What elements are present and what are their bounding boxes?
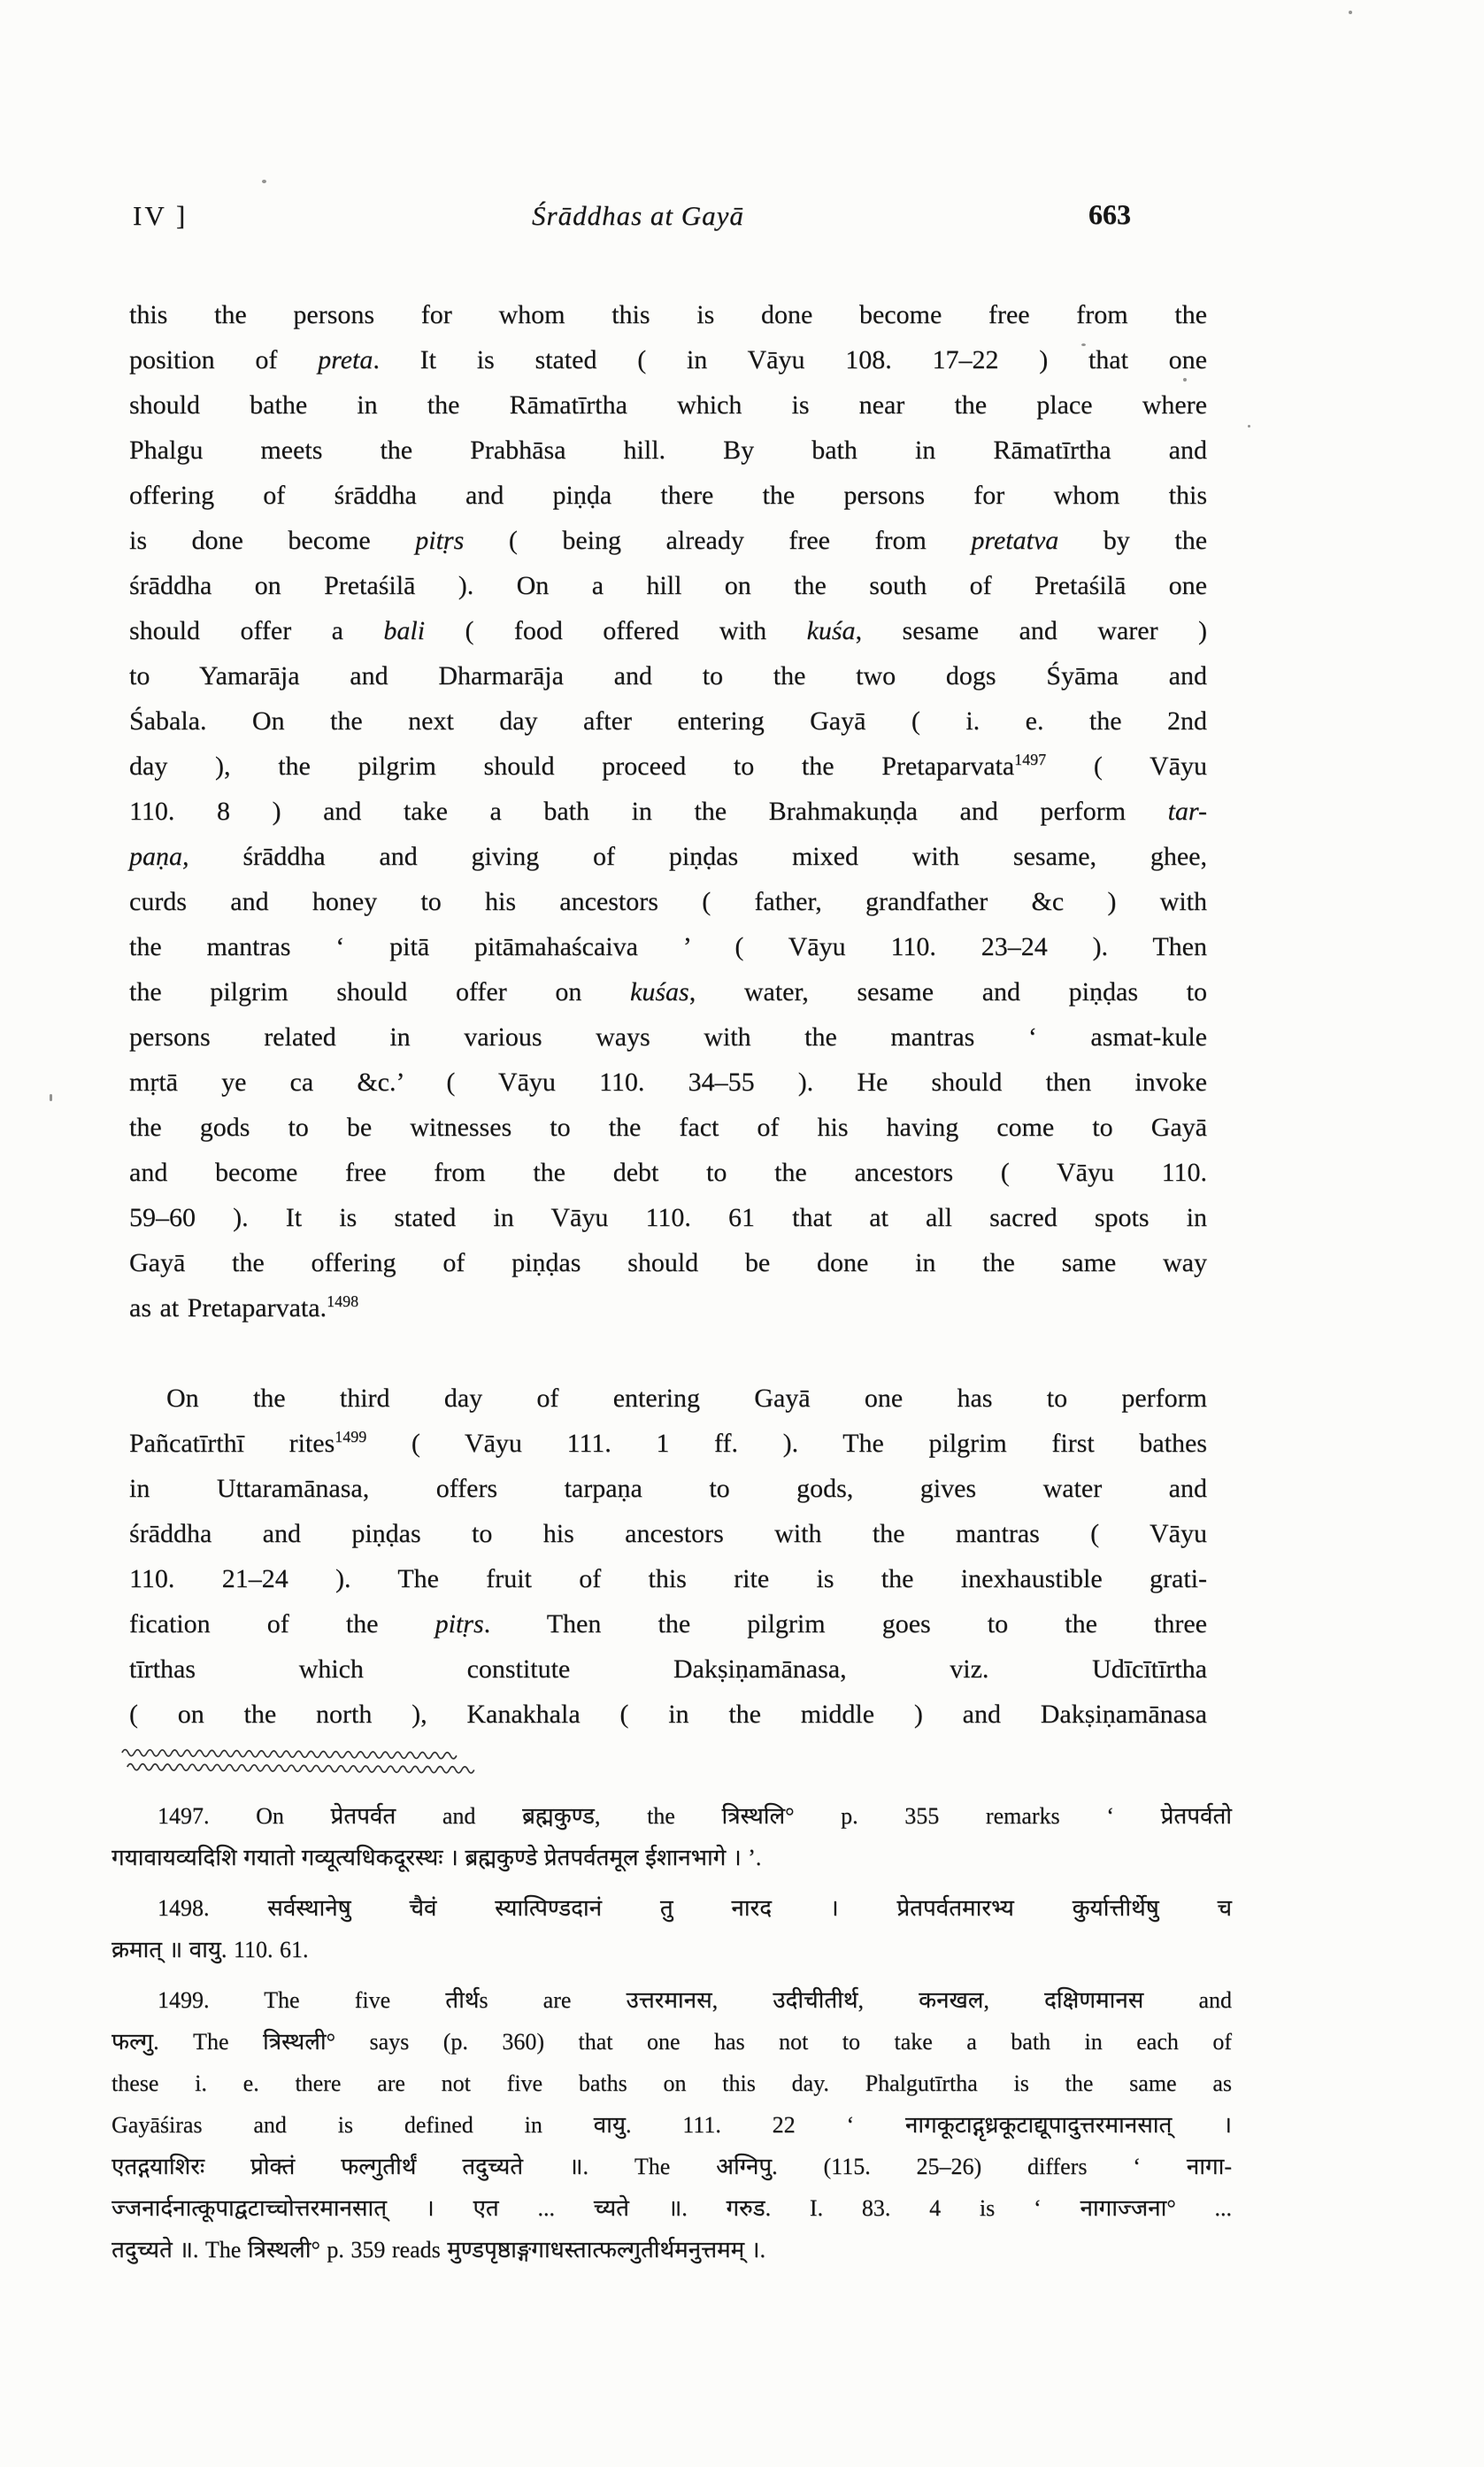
text-line: śrāddha and piṇḍas to his ancestors with the mantras ( Vāyu	[129, 1519, 1207, 1548]
text-line: to Yamarāja and Dharmarāja and to the two dogs Śyāma and	[129, 661, 1207, 690]
page-number: 663	[1088, 198, 1131, 230]
italic-term: kuśa	[806, 616, 856, 645]
body-text	[129, 292, 1207, 1737]
text-line: Gayāśiras and is defined in वायु. 111. 22 ‘ नागकूटाद्गृध्रकूटाद्यूपादुत्तरमानसात् ।	[111, 2112, 1232, 2138]
footnote-reference: 1499	[334, 1428, 367, 1446]
text-line: 1499. The five तीर्थs are उत्तरमानस, उदीचीतीर्थ, कनखल, दक्षिणमानस and	[158, 1987, 1232, 2013]
text-line: Gayā the offering of piṇḍas should be done in the same way	[129, 1248, 1207, 1277]
text-line: mṛtā ye ca &c.’ ( Vāyu 110. 34–55 ). He should then invoke	[129, 1068, 1207, 1097]
text-line: गयावायव्यदिशि गयातो गव्यूत्यधिकदूरस्थः । ब्रह्मकुण्डे प्रेतपर्वतमूल ईशानभागे । ’.	[111, 1845, 762, 1870]
footnote-reference: 1497	[1014, 751, 1047, 768]
italic-term: pitṛs	[415, 526, 465, 555]
text-line: Śabala. On the next day after entering Gayā ( i. e. the 2nd	[129, 706, 1207, 736]
footnotes	[111, 1795, 1232, 2279]
text-line: curds and honey to his ancestors ( father, grandfather &c ) with	[129, 887, 1207, 916]
text-line: should bathe in the Rāmatīrtha which is near the place where	[129, 390, 1207, 420]
text-line: एतद्गयाशिरः प्रोक्तं फल्गुतीर्थं तदुच्यते ॥. The अग्निपु. (115. 25–26) differs ‘ नागा-	[111, 2154, 1232, 2179]
text-line: offering of śrāddha and piṇḍa there the persons for whom this	[129, 481, 1207, 510]
text-line: the pilgrim should offer on kuśas, water, sesame and piṇḍas to	[129, 977, 1207, 1006]
footnote-reference: 1498	[327, 1292, 359, 1310]
text-line: 1498. सर्वस्थानेषु चैवं स्यात्पिण्डदानं तु नारद । प्रेतपर्वतमारभ्य कुर्यात्तीर्थेषु च	[158, 1895, 1232, 1921]
text-line: क्रमात् ॥ वायु. 110. 61.	[111, 1937, 309, 1962]
text-line: ( on the north ), Kanakhala ( in the middle ) and Dakṣiṇamānasa	[129, 1700, 1207, 1729]
text-line: should offer a bali ( food offered with kuśa, sesame and warer )	[129, 616, 1207, 645]
text-line: 1497. On प्रेतपर्वत and ब्रह्मकुण्ड, the त्रिस्थलि° p. 355 remarks ‘ प्रेतपर्वतो	[158, 1803, 1232, 1829]
text-line: the mantras ‘ pitā pitāmahaścaiva ’ ( Vāyu 110. 23–24 ). Then	[129, 932, 1207, 961]
body-paragraph	[129, 292, 1207, 1330]
italic-term: paṇa,	[129, 842, 189, 871]
text-line: in Uttaramānasa, offers tarpaṇa to gods, gives water and	[129, 1474, 1207, 1503]
text-line: ज्जनार्दनात्कूपाद्वटाच्चोत्तरमानसात् । एत ... च्यते ॥. गरुड. I. 83. 4 is ‘ नागाज्जना° ...	[111, 2195, 1232, 2221]
scan-speck	[1248, 425, 1250, 428]
text-line: this the persons for whom this is done become free from the	[129, 300, 1207, 329]
italic-term: preta	[318, 345, 373, 374]
footnote-1499	[111, 1979, 1232, 2270]
italic-term: pitṛs	[434, 1609, 484, 1638]
text-line: 110. 21–24 ). The fruit of this rite is the inexhaustible grati-	[129, 1564, 1207, 1593]
text-line: On the third day of entering Gayā one has to perform	[166, 1384, 1207, 1413]
italic-term: bali	[383, 616, 426, 645]
italic-term: kuśas	[630, 977, 689, 1006]
chapter-marker: IV ]	[133, 200, 188, 231]
scan-speck	[262, 180, 266, 183]
footnote-separator-squiggle	[120, 1746, 501, 1781]
text-line: tīrthas which constitute Dakṣiṇamānasa, viz. Udīcītīrtha	[129, 1654, 1207, 1684]
text-line: position of preta. It is stated ( in Vāyu 108. 17–22 ) that one	[129, 345, 1207, 374]
text-line: Phalgu meets the Prabhāsa hill. By bath in Rāmatīrtha and	[129, 436, 1207, 465]
text-line: is done become pitṛs ( being already free from pretatva by the	[129, 526, 1208, 555]
text-line: तदुच्यते ॥. The त्रिस्थली° p. 359 reads मुण्डपृष्ठाङ्गगाधस्तात्फल्गुतीर्थमनुत्तमम् ।.	[111, 2237, 766, 2263]
text-line: the gods to be witnesses to the fact of his having come to Gayā	[129, 1113, 1207, 1142]
scan-speck	[50, 1094, 52, 1101]
text-line: 110. 8 ) and take a bath in the Brahmakuṇḍa and perform tar-	[129, 797, 1207, 826]
text-line: day ), the pilgrim should proceed to the Pretaparvata$^{1497}$ ( Vāyu	[129, 751, 1207, 781]
body-paragraph	[129, 1376, 1207, 1737]
text-line: फल्गु. The त्रिस्थली° says (p. 360) that one has not to take a bath in each of	[111, 2029, 1232, 2055]
italic-term: tar-	[1167, 797, 1207, 826]
text-line: and become free from the debt to the ancestors ( Vāyu 110.	[129, 1158, 1207, 1187]
text-line: fication of the pitṛs. Then the pilgrim goes to the three	[129, 1609, 1207, 1638]
footnote-1497	[111, 1795, 1232, 1878]
scan-speck	[1349, 11, 1352, 14]
text-line: as at Pretaparvata.$^{1498}$	[129, 1292, 359, 1322]
text-line: śrāddha on Pretaśilā ). On a hill on the south of Pretaśilā one	[129, 571, 1207, 600]
text-line: 59–60 ). It is stated in Vāyu 110. 61 that at all sacred spots in	[129, 1203, 1207, 1232]
running-title: Śrāddhas at Gayā	[532, 200, 744, 231]
footnote-1498	[111, 1887, 1232, 1970]
text-line: persons related in various ways with the mantras ‘ asmat-kule	[129, 1022, 1207, 1052]
text-line: these i. e. there are not five baths on this day. Phalgutīrtha is the same as	[111, 2070, 1232, 2096]
text-line: paṇa, śrāddha and giving of piṇḍas mixed with sesame, ghee,	[129, 842, 1207, 871]
text-line: Pañcatīrthī rites$^{1499}$ ( Vāyu 111. 1 ff. ). The pilgrim first bathes	[129, 1428, 1207, 1458]
italic-term: pretatva	[971, 526, 1059, 555]
